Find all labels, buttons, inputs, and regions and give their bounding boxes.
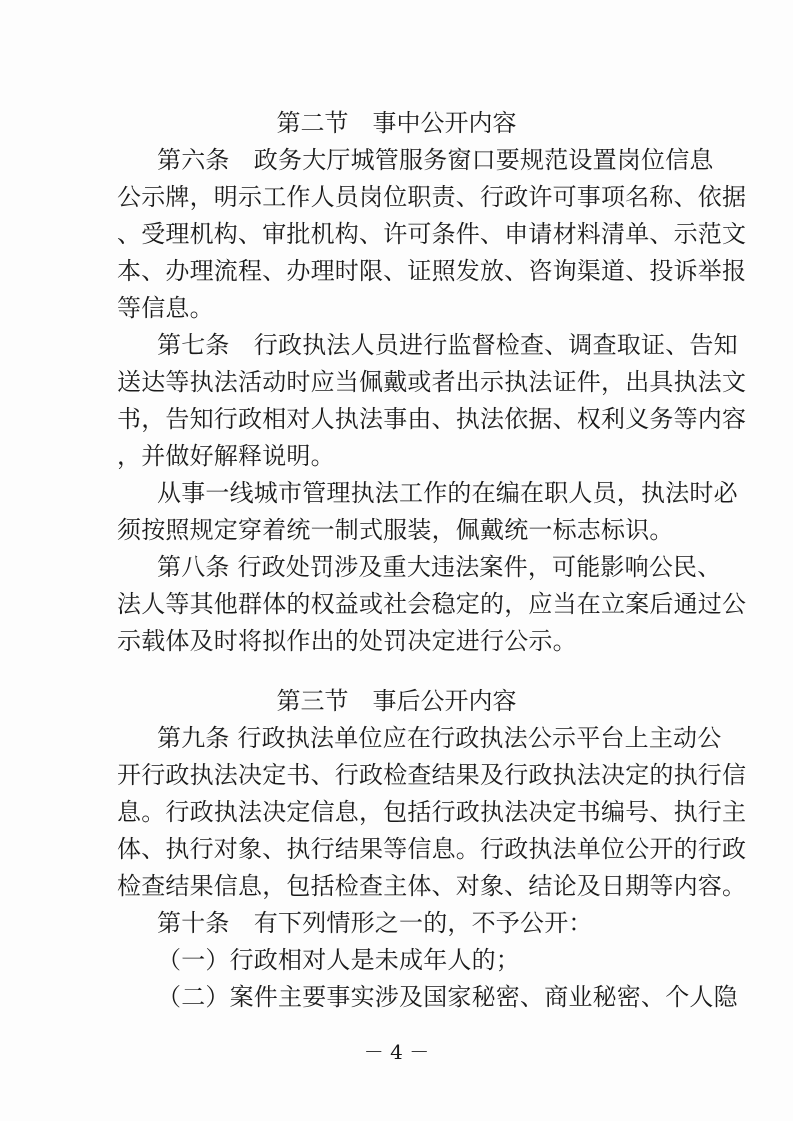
paragraph-line: 须按照规定穿着统一制式服装，佩戴统一标志标识。 xyxy=(117,516,674,544)
paragraph-line: 、受理机构、审批机构、许可条件、申请材料清单、示范文 xyxy=(117,220,747,248)
paragraph-line: 第八条 行政处罚涉及重大违法案件，可能影响公民、 xyxy=(157,553,722,581)
section-number: 第三节 xyxy=(276,687,349,715)
section-heading xyxy=(0,686,793,716)
paragraph-line: 第九条 行政执法单位应在行政执法公示平台上主动公 xyxy=(157,724,722,752)
paragraph-line: 第六条 政务大厅城管服务窗口要规范设置岗位信息 xyxy=(157,146,714,174)
paragraph-line: 第十条 有下列情形之一的，不予公开： xyxy=(157,909,593,937)
section-title: 事后公开内容 xyxy=(372,687,517,715)
paragraph-line: 法人等其他群体的权益或社会稳定的，应当在立案后通过公 xyxy=(117,590,747,618)
paragraph-line: 检查结果信息，包括检查主体、对象、结论及日期等内容。 xyxy=(117,872,747,900)
paragraph-line: 本、办理流程、办理时限、证照发放、咨询渠道、投诉举报 xyxy=(117,257,747,285)
paragraph-line: 示载体及时将拟作出的处罚决定进行公示。 xyxy=(117,627,577,655)
paragraph-line: （二）案件主要事实涉及国家秘密、商业秘密、个人隐 xyxy=(157,983,738,1011)
section-title: 事中公开内容 xyxy=(372,109,517,137)
page-number: － 4 － xyxy=(363,1040,430,1064)
paragraph-line: 送达等执法活动时应当佩戴或者出示执法证件，出具执法文 xyxy=(117,368,747,396)
paragraph-line: 体、执行对象、执行结果等信息。行政执法单位公开的行政 xyxy=(117,835,747,863)
paragraph-line: 开行政执法决定书、行政检查结果及行政执法决定的执行信 xyxy=(117,761,747,789)
paragraph-line: 第七条 行政执法人员进行监督检查、调查取证、告知 xyxy=(157,331,738,359)
paragraph-line: 从事一线城市管理执法工作的在编在职人员，执法时必 xyxy=(157,479,738,507)
paragraph-line: （一）行政相对人是未成年人的； xyxy=(157,946,520,974)
section-number: 第二节 xyxy=(276,109,349,137)
paragraph-line: 息。行政执法决定信息，包括行政执法决定书编号、执行主 xyxy=(117,798,747,826)
paragraph-line: 公示牌，明示工作人员岗位职责、行政许可事项名称、依据 xyxy=(117,183,747,211)
paragraph-line: 书，告知行政相对人执法事由、执法依据、权利义务等内容 xyxy=(117,405,747,433)
paragraph-line: ，并做好解释说明。 xyxy=(117,442,335,470)
paragraph-line: 等信息。 xyxy=(117,294,214,322)
section-heading xyxy=(0,108,793,138)
